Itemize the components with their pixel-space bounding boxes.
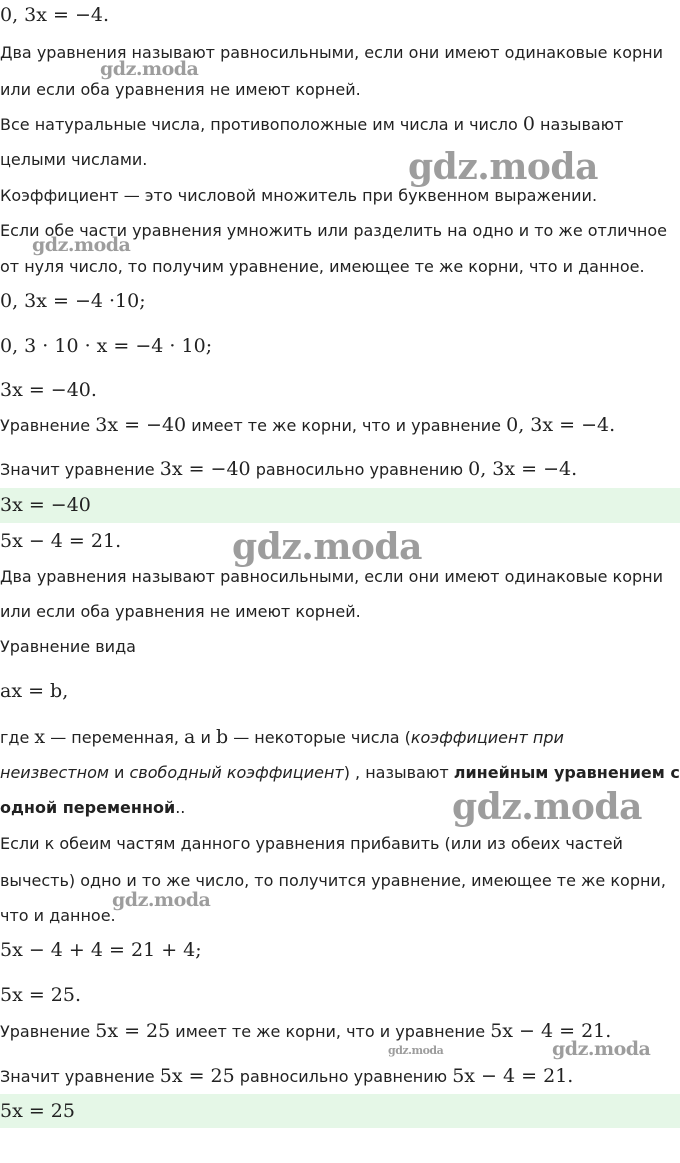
definition-equivalent-line-1: Два уравнения называют равносильными, если они имеют одинаковые корни: [0, 43, 663, 62]
math-variable: a: [184, 726, 196, 748]
text-fragment: где: [0, 728, 35, 747]
definition-equivalent-line-2: или если оба уравнения не имеют корней.: [0, 602, 361, 621]
text-fragment: Значит уравнение: [0, 1067, 160, 1086]
rule-multiply-line-1: Если обе части уравнения умножить или разделить на одно и то же отличное: [0, 221, 668, 240]
same-roots-statement: [0, 1020, 611, 1043]
definition-integers-line-1: [0, 113, 623, 136]
text-fragment: равносильно уравнению: [234, 1067, 453, 1086]
definition-equivalent-line-1: Два уравнения называют равносильными, если они имеют одинаковые корни: [0, 567, 663, 586]
linear-equation-definition-line-2: [0, 762, 680, 784]
text-fragment: Уравнение: [0, 416, 96, 435]
math-equation: 3x = −40: [159, 458, 251, 480]
linear-equation-definition-line-3: [0, 797, 185, 819]
text-fragment: — некоторые числа (: [228, 728, 411, 747]
math-equation: 0, 3x = −4.: [506, 414, 616, 436]
watermark: gdz.moda: [100, 58, 199, 80]
initial-equation: 5x − 4 = 21.: [0, 530, 122, 552]
definition-equivalent-line-2: или если оба уравнения не имеют корней.: [0, 80, 361, 99]
text-fragment: Уравнение: [0, 1022, 96, 1041]
rule-multiply-line-2: от нуля число, то получим уравнение, имеющее те же корни, что и данное.: [0, 257, 645, 276]
solution-step-2: 0, 3 · 10 · x = −4 · 10;: [0, 335, 213, 357]
solution-step-1: 0, 3x = −4 ·10;: [0, 290, 146, 312]
italic-term: неизвестном: [0, 763, 109, 782]
text-fragment: — переменная,: [45, 728, 185, 747]
math-equation: 5x = 25: [95, 1020, 171, 1042]
rule-add-line-1: Если к обеим частям данного уравнения прибавить (или из обеих частей: [0, 834, 623, 853]
solution-step-1: 5x − 4 + 4 = 21 + 4;: [0, 939, 202, 961]
bold-term: одной переменной: [0, 798, 176, 817]
watermark: gdz.moda: [112, 889, 211, 911]
definition-integers-line-2: целыми числами.: [0, 150, 148, 169]
linear-equation-definition-line-1: [0, 726, 564, 749]
answer-text: 3x = −40: [0, 494, 91, 516]
text-fragment: и: [108, 763, 130, 782]
text-fragment: и: [195, 728, 216, 747]
solution-step-2: 5x = 25.: [0, 984, 82, 1006]
initial-equation: 0, 3x = −4.: [0, 4, 110, 26]
watermark: gdz.moda: [388, 1044, 444, 1057]
watermark: gdz.moda: [452, 786, 642, 828]
text-fragment: Значит уравнение: [0, 460, 160, 479]
answer-box: [0, 488, 680, 523]
equation-form: ax = b,: [0, 680, 69, 702]
math-variable: b: [215, 726, 229, 748]
math-equation: 3x = −40: [95, 414, 187, 436]
text-fragment: имеет те же корни, что и уравнение: [170, 1022, 491, 1041]
italic-term: свободный коэффициент: [129, 763, 344, 782]
watermark: gdz.moda: [408, 146, 598, 188]
text-fragment: равносильно уравнению: [250, 460, 469, 479]
math-equation: 0, 3x = −4.: [468, 458, 578, 480]
bold-term: линейным уравнением с: [453, 763, 680, 782]
conclusion-statement: [0, 458, 577, 481]
text-fragment: Все натуральные числа, противоположные им числа и число: [0, 115, 523, 134]
rule-add-line-2: вычесть) одно и то же число, то получится уравнение, имеющее те же корни,: [0, 871, 666, 890]
watermark: gdz.moda: [32, 234, 131, 256]
math-variable: x: [34, 726, 46, 748]
math-equation: 5x = 25: [159, 1065, 235, 1087]
definition-coefficient: Коэффициент — это числовой множитель при буквенном выражении.: [0, 186, 598, 205]
rule-add-line-3: что и данное.: [0, 906, 116, 925]
italic-term: коэффициент при: [410, 728, 564, 747]
text-fragment: ..: [175, 798, 186, 817]
text-fragment: имеет те же корни, что и уравнение: [186, 416, 507, 435]
watermark: gdz.moda: [552, 1038, 651, 1060]
same-roots-statement: [0, 414, 615, 437]
math-equation: 5x − 4 = 21.: [452, 1065, 574, 1087]
answer-text: 5x = 25: [0, 1100, 75, 1122]
watermark: gdz.moda: [232, 526, 422, 568]
text-fragment: называют: [534, 115, 624, 134]
solution-step-3: 3x = −40.: [0, 379, 97, 401]
math-equation: 5x − 4 = 21.: [490, 1020, 612, 1042]
equation-form-label: Уравнение вида: [0, 637, 136, 656]
text-fragment: ) , называют: [343, 763, 454, 782]
answer-box: [0, 1094, 680, 1128]
conclusion-statement: [0, 1065, 573, 1088]
math-zero: 0: [522, 113, 535, 135]
